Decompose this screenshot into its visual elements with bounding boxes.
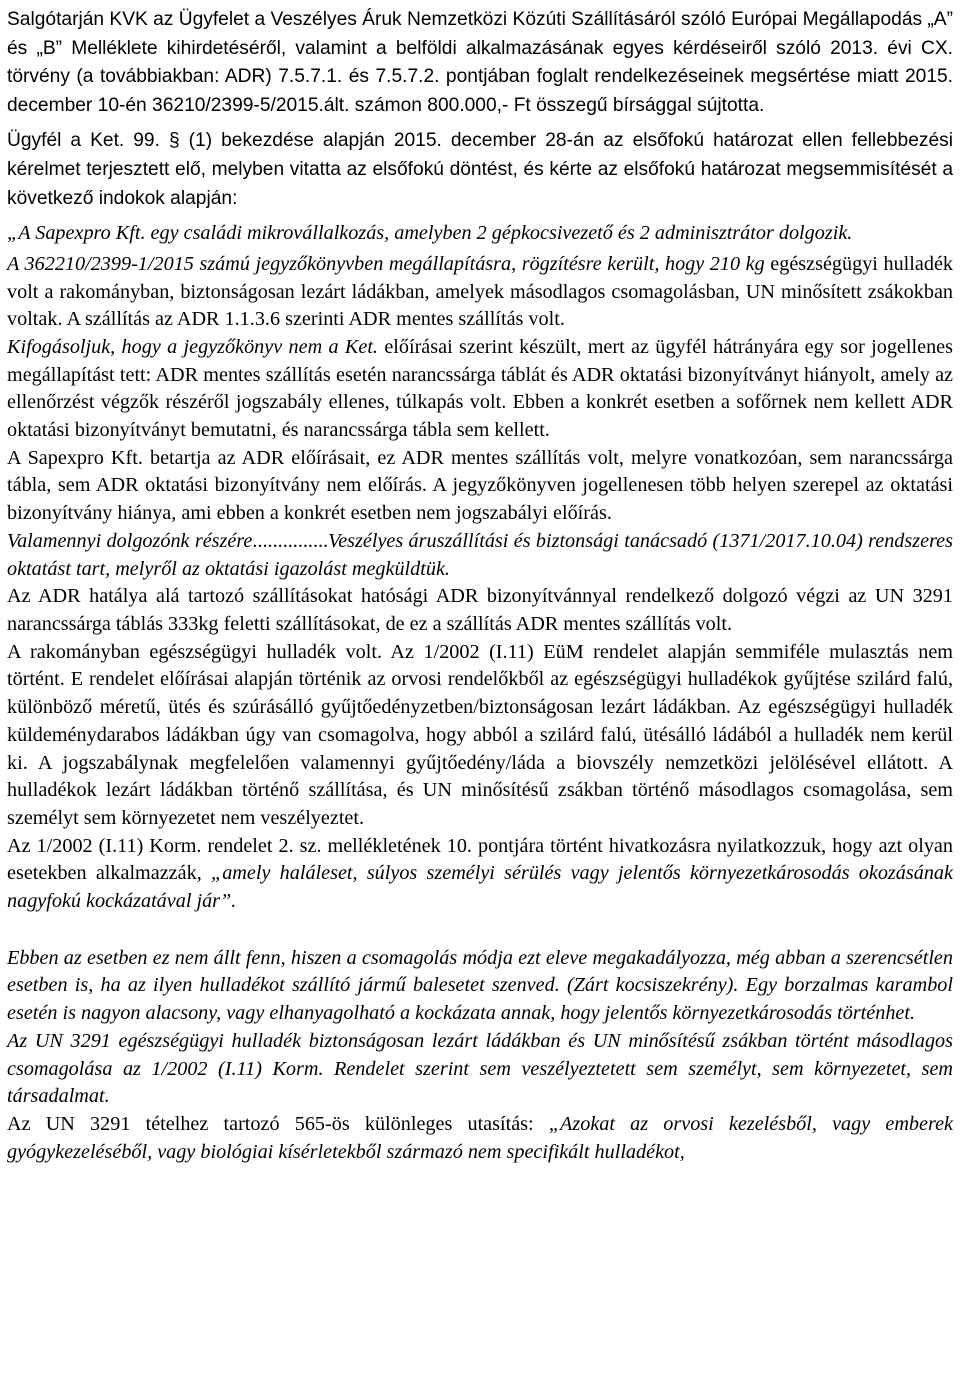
text-span: Veszélyes áruszállítási és biztonsági tanácsadó (1371/2017.10.04) rendszeres oktatást tart, melyről az oktatási igazolást megküldtük. (7, 529, 954, 580)
text-span: „A Sapexpro Kft. egy családi mikrovállalkozás, amelyben 2 gépkocsivezető és 2 adminisztrátor dolgozik. (7, 222, 853, 245)
paragraph-appeal-intro (7, 127, 953, 213)
paragraph-adr-scope (7, 583, 953, 638)
text-span: „Azokat az orvosi kezelésből, vagy emberek gyógykezeléséből, vagy biológiai kísérletekből származó nem specifikált hulladékot, (7, 1112, 953, 1163)
text-span: előírásai szerint készült, mert az ügyfél hátrányára egy sor jogellenes megállapítást tett: ADR mentes szállítás esetén narancssárga táblát és ADR oktatási bizonyítványt hiányolt, amely az ellenőrzést végzők részéről jogszabály ellenes, túlkapás volt. Ebben a konkrét esetben a sofőrnek nem kellett ADR oktatási bizonyítványt bemutatni, és narancssárga tábla sem kellett. (7, 335, 954, 442)
paragraph-risk-assessment (7, 945, 953, 1028)
text-span: A Sapexpro Kft. betartja az ADR előírásait, ez ADR mentes szállítás volt, melyre vonatkozóan, sem narancssárga tábla, sem ADR oktatási bizonyítvány nem előírás. A jegyzőkönyven jogellenesen több helyen szerepel az oktatási bizonyítvány hiánya, ami ebben a konkrét esetben nem jogszabályi előírás. (7, 446, 953, 525)
text-span: Az 1/2002 (I.11) Korm. rendelet 2. sz. mellékletének 10. pontjára történt hivatkozásra nyilatkozzuk, hogy azt olyan esetekben alkalmazzák, (7, 834, 953, 885)
text-span: Az UN 3291 tételhez tartozó 565-ös különleges utasítás: (7, 1112, 549, 1135)
text-span: Salgótarján KVK az Ügyfelet a Veszélyes Áruk Nemzetközi Közúti Szállításáról szóló Európai Megállapodás „A” és „B” Melléklete kihirdetéséről, valamint a belföldi alkalmazásának egyes kérdéseiről szóló 2013. évi CX. törvény (a továbbiakban: ADR) 7.5.7.1. és 7.5.7.2. pontjában foglalt rendelkezéseinek megsértése miatt 2015. december 10-én 36210/2399-5/2015.ált. számon 800.000,- Ft összegű bírsággal sújtotta. (7, 9, 953, 116)
text-span: Kifogásoljuk, hogy a jegyzőkönyv nem a Ket. (7, 335, 385, 358)
paragraph-packaging-safety (7, 1028, 953, 1111)
paragraph-company-description (7, 220, 953, 248)
paragraph-adr-compliance (7, 445, 953, 528)
text-span: „amely haláleset, súlyos személyi sérülés vagy jelentős környezetkárosodás okozásának nagyfokú kockázatával jár”. (7, 862, 953, 913)
paragraph-medical-waste (7, 639, 953, 833)
text-span: egészségügyi hulladék volt a rakományban, biztonságosan lezárt ládákban, amelyek másodlagos csomagolásban, UN minősített zsákokban voltak. A szállítás az ADR 1.1.3.6 szerinti ADR mentes szállítás volt. (7, 252, 953, 331)
paragraph-penalty-summary (7, 6, 953, 120)
paragraph-objection (7, 334, 953, 445)
text-span: A 362210/2399-1/2015 számú jegyzőkönyvben megállapításra, rögzítésre került, hogy 210 kg (7, 252, 771, 275)
text-span: Ebben az esetben ez nem állt fenn, hiszen a csomagolás módja ezt eleve megakadályozza, még abban a szerencsétlen esetben is, ha az ilyen hulladékot szállító jármű balesetet szenved. (Zárt kocsiszekrény). Egy borzalmas karambol esetén is nagyon alacsony, vagy elhanyagolható a kockázata annak, hogy jelentős környezetkárosodás történhet. (7, 946, 953, 1025)
text-span: ............... (252, 529, 329, 552)
text-span: Valamennyi dolgozónk részére (7, 529, 253, 552)
paragraph-regulation-reference (7, 833, 953, 916)
paragraph-training (7, 528, 953, 583)
document-page (7, 6, 953, 1166)
text-span: A rakományban egészségügyi hulladék volt. Az 1/2002 (I.11) EüM rendelet alapján semmiféle mulasztás nem történt. E rendelet előírásai alapján történik az orvosi rendelőkből az egészségügyi hulladékok gyűjtése szilárd falú, különböző méretű, ütés és szúrásálló gyűjtőedényzetben/biztonságosan lezárt ládákban. Az egészségügyi hulladék küldeménydarabos ládákban úgy van csomagolva, hogy abból a szilárd falú, ütésálló ládából a hulladék nem kerül ki. A jogszabálynak megfelelően valamennyi gyűjtőedény/láda a biovszély nemzetközi jelölésével ellátott. A hulladékok lezárt ládákban történő szállítása, és UN minősítésű zsákban történő másodlagos csomagolása, sem személyt sem környezetet nem veszélyeztet. (7, 640, 953, 829)
paragraph-protocol-finding (7, 251, 953, 334)
paragraph-special-instruction (7, 1111, 953, 1166)
text-span: Az UN 3291 egészségügyi hulladék biztonságosan lezárt ládákban és UN minősítésű zsákban történt másodlagos csomagolása az 1/2002 (I.11) Korm. Rendelet szerint sem veszélyeztetett sem személyt, sem környezetet, sem társadalmat. (7, 1029, 953, 1108)
text-span: Az ADR hatálya alá tartozó szállításokat hatósági ADR bizonyítvánnyal rendelkező dolgozó végzi az UN 3291 narancssárga táblás 333kg feletti szállításokat, de ez a szállítás ADR mentes szállítás volt. (7, 585, 953, 635)
text-span: Ügyfél a Ket. 99. § (1) bekezdése alapján 2015. december 28-án az elsőfokú határozat ellen fellebbezési kérelmet terjesztett elő, melyben vitatta az elsőfokú döntést, és kérte az elsőfokú határozat megsemmisítését a következő indokok alapján: (7, 130, 953, 209)
